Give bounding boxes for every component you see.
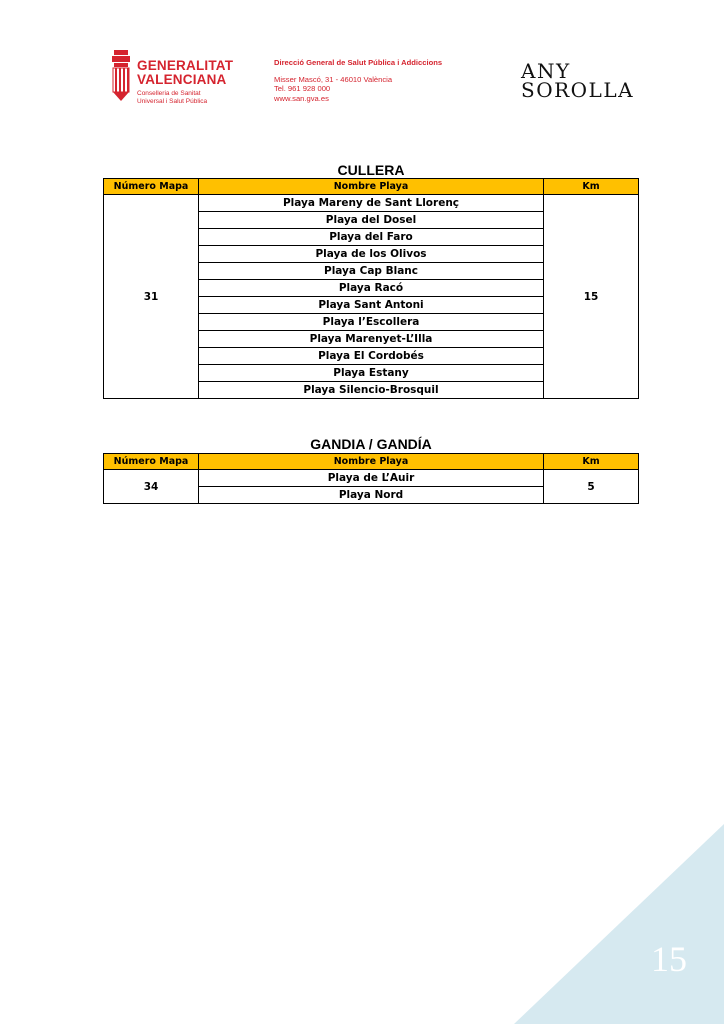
logo-subtitle [137, 90, 207, 106]
beach-name-cell: Playa Marenyet-L’Illa [199, 331, 544, 348]
beach-name-cell: Playa Mareny de Sant Llorenç [199, 195, 544, 212]
column-header-beach-name: Nombre Playa [199, 454, 544, 470]
generalitat-logo [110, 50, 235, 110]
logo-title [137, 59, 233, 87]
beach-name-cell: Playa Sant Antoni [199, 297, 544, 314]
logo-sub-line-2: Universal i Salut Pública [137, 98, 208, 105]
any-sorolla-line-1: ANY [521, 59, 571, 83]
beach-name-cell: Playa El Cordobés [199, 348, 544, 365]
beach-table-gandia [103, 453, 639, 504]
directorate-title: Direcció General de Salut Pública i Addiccions [274, 58, 443, 67]
column-header-map-number: Número Mapa [104, 179, 199, 195]
logo-sub-line-1: Conselleria de Sanitat [137, 90, 201, 97]
beach-name-cell: Playa de L’Auir [199, 470, 544, 487]
beach-name-cell: Playa Estany [199, 365, 544, 382]
km-cell: 15 [544, 195, 639, 399]
beach-name-cell: Playa Nord [199, 487, 544, 504]
logo-line-1: GENERALITAT [137, 58, 234, 73]
map-number-cell: 31 [104, 195, 199, 399]
coat-of-arms-icon [110, 50, 132, 102]
beach-table-cullera [103, 178, 639, 399]
beach-name-cell: Playa de los Olivos [199, 246, 544, 263]
directorate-address: Misser Mascó, 31 - 46010 València [274, 75, 393, 85]
beach-name-cell: Playa l’Escollera [199, 314, 544, 331]
km-cell: 5 [544, 470, 639, 504]
beach-name-cell: Playa Racó [199, 280, 544, 297]
corner-triangle-decoration [514, 824, 724, 1024]
page-number: 15 [651, 939, 687, 979]
beach-name-cell: Playa Silencio-Brosquil [199, 382, 544, 399]
beach-name-cell: Playa del Dosel [199, 212, 544, 229]
beach-name-cell: Playa del Faro [199, 229, 544, 246]
table-row [104, 195, 639, 212]
directorate-website: www.san.gva.es [274, 93, 329, 103]
column-header-km: Km [544, 454, 639, 470]
table-header-row [104, 179, 639, 195]
column-header-map-number: Número Mapa [104, 454, 199, 470]
logo-line-2: VALENCIANA [137, 72, 227, 87]
table-row [104, 470, 639, 487]
any-sorolla-logo [521, 59, 635, 102]
column-header-beach-name: Nombre Playa [199, 179, 544, 195]
directorate-info [274, 58, 442, 103]
section-title-gandia: GANDIA / GANDÍA [310, 436, 432, 452]
beach-name-cell: Playa Cap Blanc [199, 263, 544, 280]
any-sorolla-line-2: SOROLLA [521, 78, 635, 102]
table-header-row [104, 454, 639, 470]
section-title-cullera: CULLERA [337, 162, 405, 178]
directorate-phone: Tel. 961 928 000 [274, 84, 331, 94]
map-number-cell: 34 [104, 470, 199, 504]
column-header-km: Km [544, 179, 639, 195]
